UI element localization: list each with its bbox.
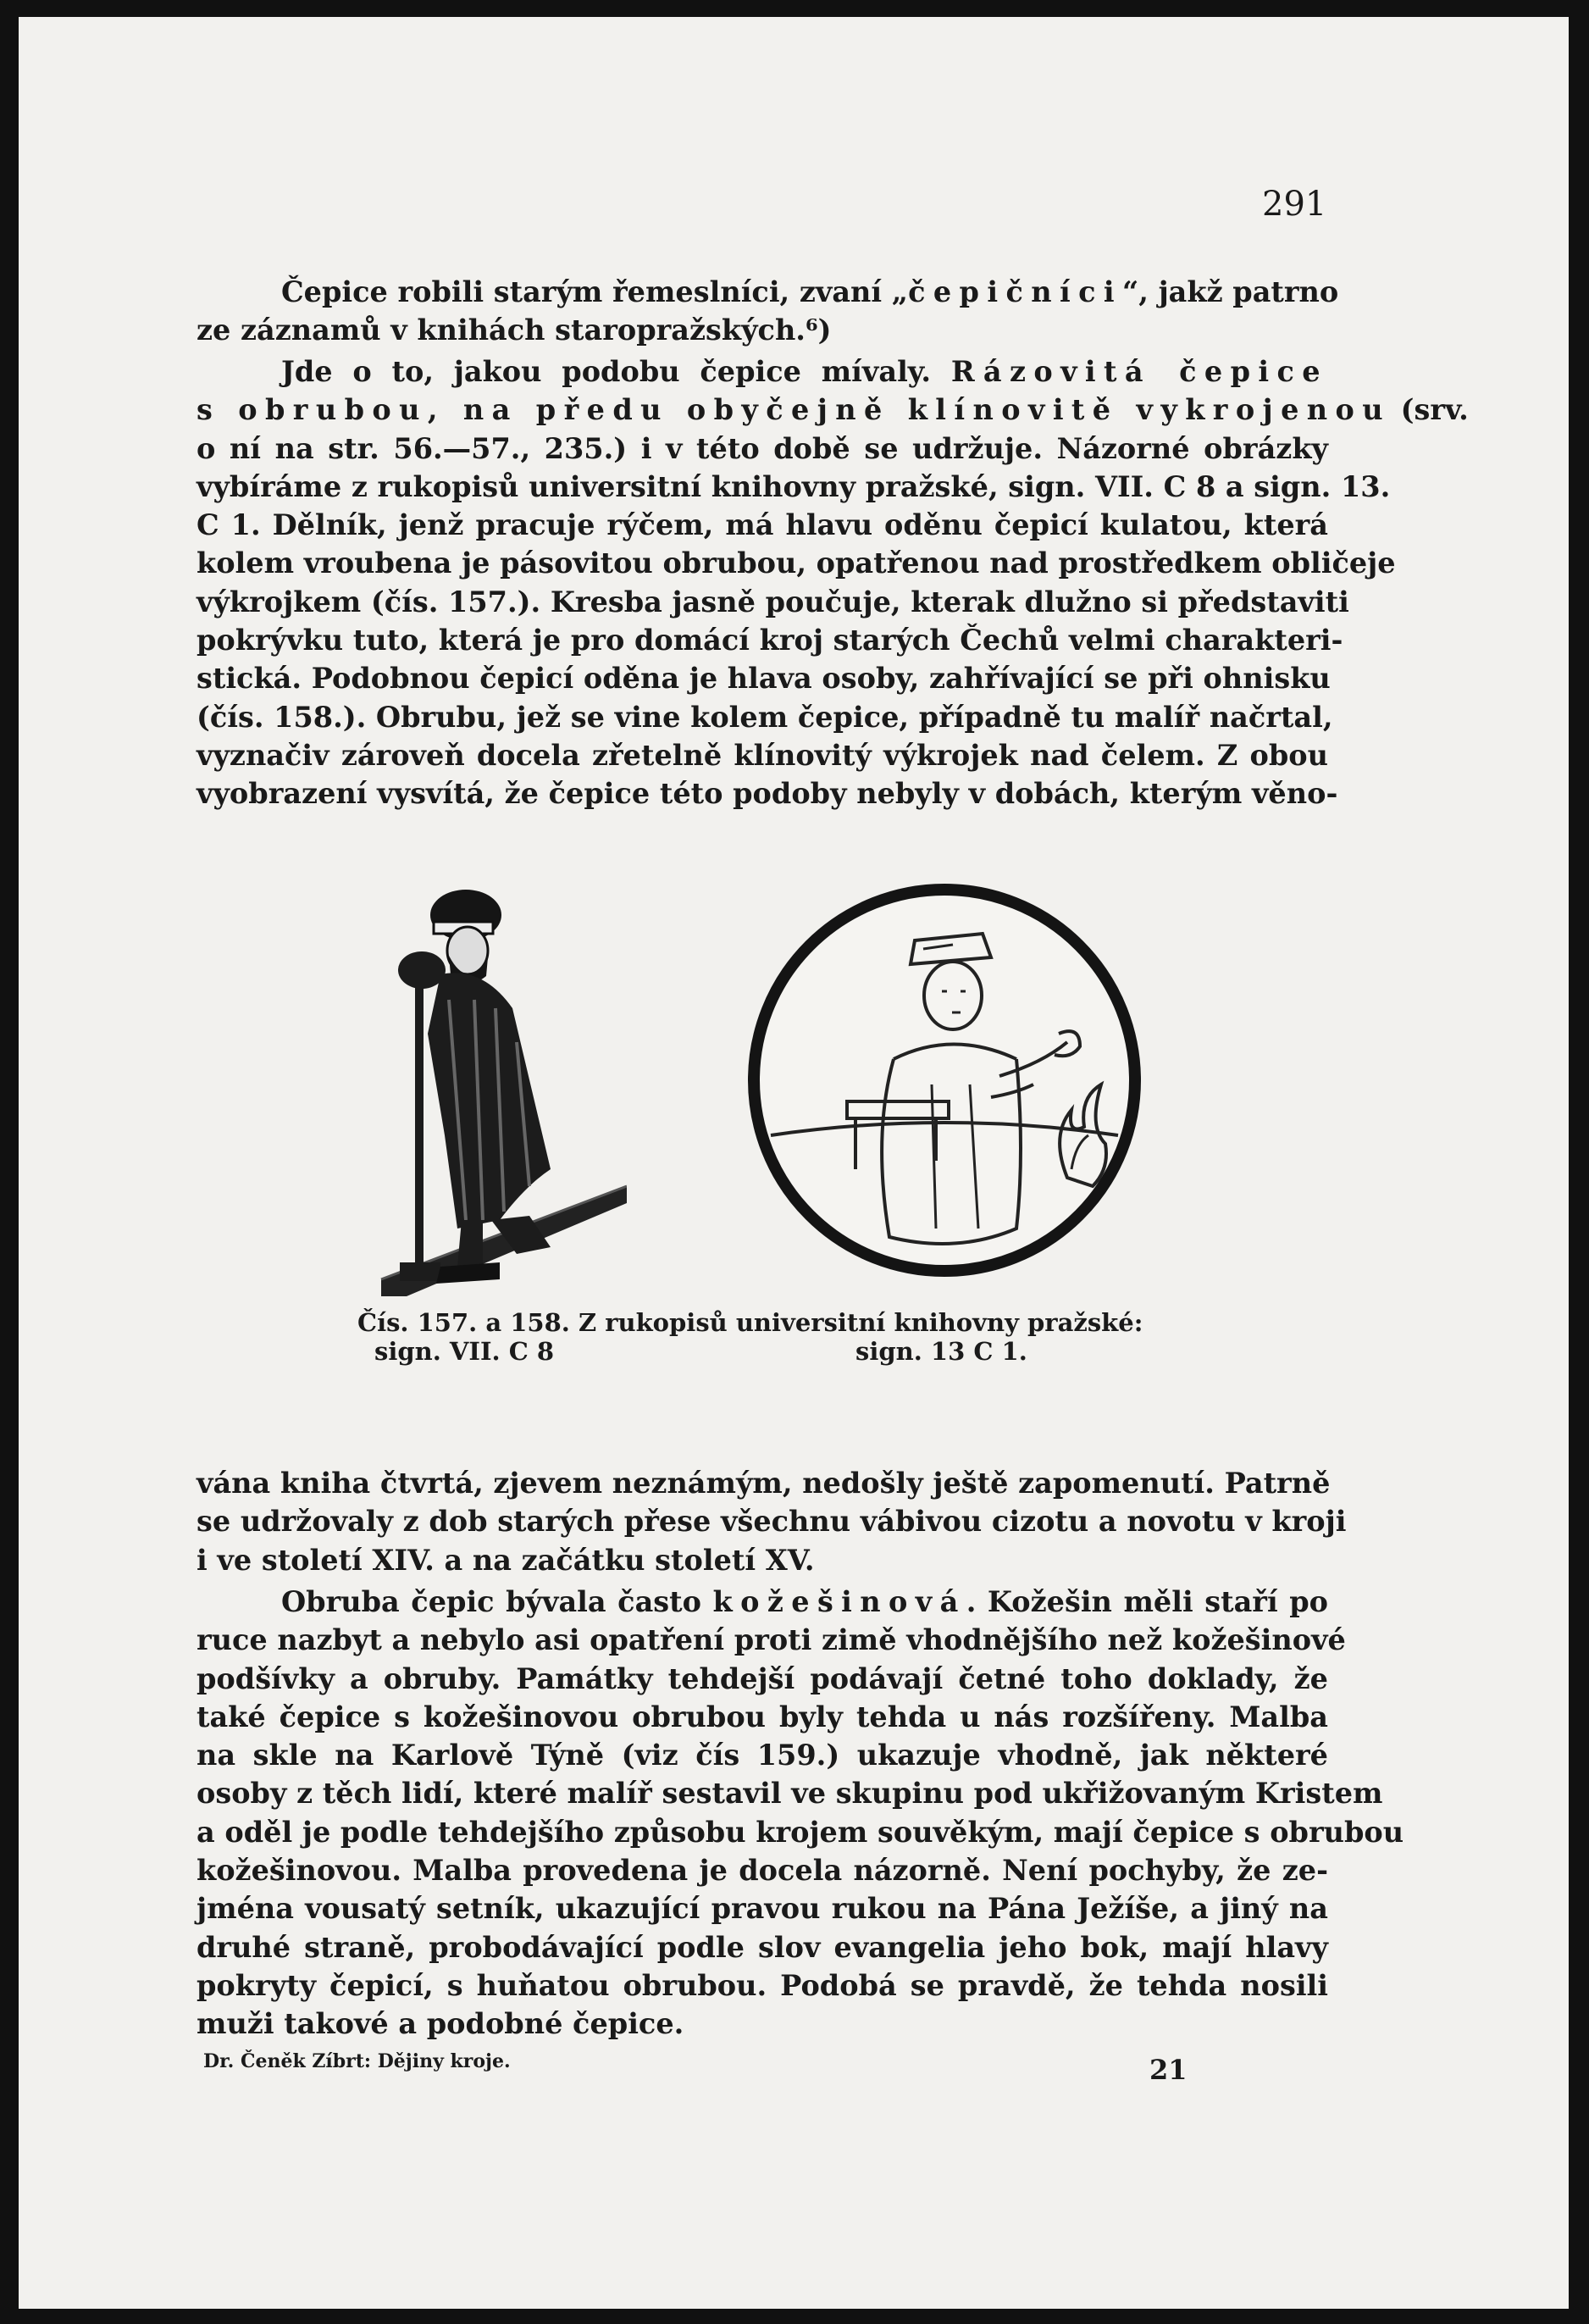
- text-line: kolem vroubena je pásovitou obrubou, opatřenou nad prostředkem obličeje: [197, 546, 1396, 580]
- text-line: C 1. Dělník, jenž pracuje rýčem, má hlavu oděnu čepicí kulatou, která: [197, 508, 1328, 542]
- text-line: (čís. 158.). Obrubu, jež se vine kolem čepice, případně tu malíř načrtal,: [197, 700, 1333, 734]
- page-number: 291: [1262, 185, 1327, 224]
- paragraph-4: [197, 1583, 1404, 2044]
- text-line: podšívky a obruby. Památky tehdejší podávají četné toho doklady, že: [197, 1661, 1328, 1695]
- text-line: také čepice s kožešinovou obrubou byly tehda u nás rozšířeny. Malba: [197, 1700, 1328, 1733]
- paragraph-3: [197, 1464, 1347, 1579]
- text-line: druhé straně, probodávající podle slov evangelia jeho bok, mají hlavy: [197, 1930, 1328, 1964]
- text-line: na skle na Karlově Týně (viz čís 159.) ukazuje vhodně, jak některé: [197, 1739, 1328, 1772]
- text-line: ruce nazbyt a nebylo asi opatření proti zimě vhodnějšího než kožešinové: [197, 1623, 1346, 1657]
- text-line: vyobrazení vysvítá, že čepice této podoby nebyly v dobách, kterým věno-: [197, 777, 1338, 811]
- figure-caption: Čís. 157. a 158. Z rukopisů universitní knihovny pražské:: [357, 1308, 1143, 1337]
- text-line: o ní na str. 56.—57., 235.) i v této době se udržuje. Názorné obrázky: [197, 431, 1328, 465]
- text-line: kožešinovou. Malba provedena je docela názorně. Není pochyby, že ze-: [197, 1854, 1328, 1888]
- figure-157-sign: sign. VII. C 8: [374, 1337, 555, 1366]
- text-line: s obrubou, na předu obyčejně klínovitě vykrojenou (srv.: [197, 393, 1469, 427]
- text-line: výkrojkem (čís. 157.). Kresba jasně poučuje, kterak dlužno si představiti: [197, 585, 1349, 618]
- paragraph-2: [197, 352, 1469, 813]
- text-line: Jde o to, jakou podobu čepice mívaly. Rázovitá čepice: [281, 355, 1328, 388]
- text-line: ze záznamů v knihách staropražských.⁶): [197, 313, 832, 347]
- text-line: pokryty čepicí, s huňatou obrubou. Podobá se pravdě, že tehda nosili: [197, 1968, 1328, 2002]
- text-line: muži takové a podobné čepice.: [197, 2007, 684, 2041]
- figure-158-roundel-woodcut: [745, 881, 1143, 1279]
- text-line: Čepice robili starým řemeslníci, zvaní „čepičníci“, jakž patrno: [281, 275, 1339, 308]
- text-line: pokrývku tuto, která je pro domácí kroj starých Čechů velmi charakteri-: [197, 624, 1343, 657]
- text-line: se udržovaly z dob starých přese všechnu vábivou cizotu a novotu v kroji: [197, 1505, 1347, 1539]
- text-line: jména vousatý setník, ukazující pravou rukou na Pána Ježíše, a jiný na: [197, 1892, 1328, 1926]
- text-line: vána kniha čtvrtá, zjevem neznámým, nedošly ještě zapomenutí. Patrně: [197, 1467, 1331, 1500]
- text-line: vybíráme z rukopisů universitní knihovny pražské, sign. VII. C 8 a sign. 13.: [197, 469, 1391, 503]
- signature-mark: 21: [1149, 2054, 1188, 2086]
- figure-157-digger-woodcut: [356, 881, 627, 1296]
- text-line: osoby z těch lidí, které malíř sestavil ve skupinu pod ukřižovaným Kristem: [197, 1777, 1383, 1811]
- footer-author: Dr. Čeněk Zíbrt: Dějiny kroje.: [203, 2050, 511, 2072]
- paragraph-1: [197, 273, 1339, 350]
- text-line: Obruba čepic bývala často kožešinová. Kožešin měli staří po: [281, 1585, 1328, 1618]
- figure-158-sign: sign. 13 C 1.: [855, 1337, 1027, 1366]
- text-line: i ve století XIV. a na začátku století XV.: [197, 1543, 815, 1577]
- text-line: stická. Podobnou čepicí oděna je hlava osoby, zahřívající se při ohnisku: [197, 662, 1331, 696]
- text-line: vyznačiv zároveň docela zřetelně klínovitý výkrojek nad čelem. Z obou: [197, 738, 1328, 772]
- text-line: a oděl je podle tehdejšího způsobu krojem souvěkým, mají čepice s obrubou: [197, 1815, 1404, 1849]
